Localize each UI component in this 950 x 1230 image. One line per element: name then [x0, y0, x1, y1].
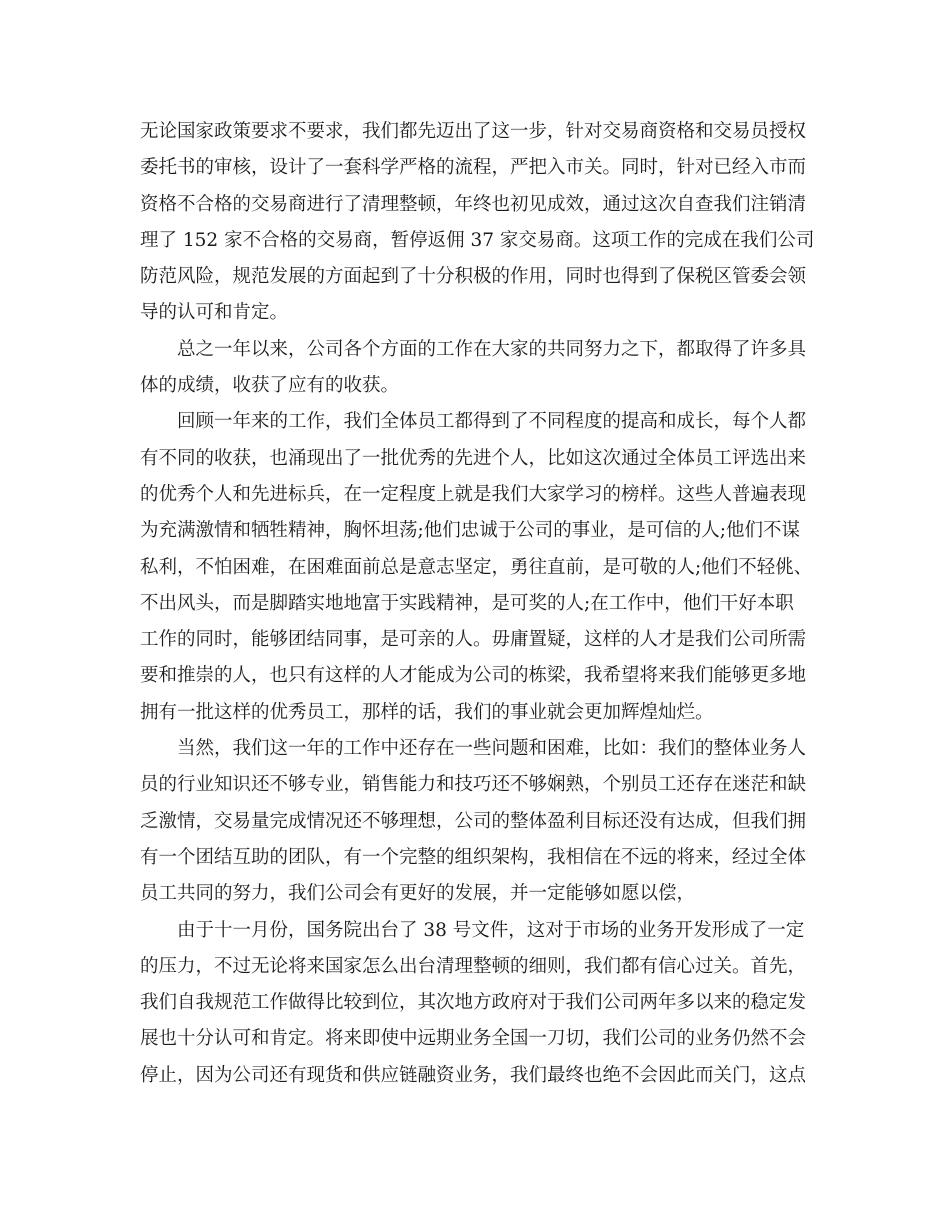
text-line: 员工共同的努力，我们公司会有更好的发展，并一定能够如愿以偿， [140, 883, 696, 905]
text-line: 乏激情，交易量完成情况还不够理想，公司的整体盈利目标还没有达成，但我们拥 [140, 810, 807, 832]
text-line: 理了 152 家不合格的交易商，暂停返佣 37 家交易商。这项工作的完成在我们公司 [140, 229, 815, 251]
text-line: 有一个团结互助的团队，有一个完整的组织架构，我相信在不远的将来，经过全体 [140, 846, 807, 868]
text-line: 私利，不怕困难，在困难面前总是意志坚定，勇往直前，是可敬的人;他们不轻佻、 [140, 556, 813, 578]
text-line: 体的成绩，收获了应有的收获。 [140, 375, 400, 397]
text-line: 无论国家政策要求不要求，我们都先迈出了这一步，针对交易商资格和交易员授权 [140, 121, 807, 142]
text-line: 委托书的审核，设计了一套科学严格的流程，严把入市关。同时，针对已经入市而 [140, 157, 807, 179]
text-line: 的压力，不过无论将来国家怎么出台清理整顿的细则，我们都有信心过关。首先， [140, 955, 807, 977]
text-line: 有不同的收获，也涌现出了一批优秀的先进个人，比如这次通过全体员工评选出来 [140, 447, 807, 469]
text-line: 资格不合格的交易商进行了清理整顿，年终也初见成效，通过这次自查我们注销清 [140, 193, 807, 215]
text-line: 展也十分认可和肯定。将来即使中远期业务全国一刀切，我们公司的业务仍然不会 [140, 1028, 807, 1050]
text-line: 要和推崇的人，也只有这样的人才能成为公司的栋梁，我希望将来我们能够更多地 [140, 665, 807, 687]
text-line: 为充满激情和牺牲精神，胸怀坦荡;他们忠诚于公司的事业，是可信的人;他们不谋 [140, 520, 800, 542]
paragraph-first-line: 总之一年以来，公司各个方面的工作在大家的共同努力之下，都取得了许多具 [177, 338, 807, 360]
text-line: 我们自我规范工作做得比较到位，其次地方政府对于我们公司两年多以来的稳定发 [140, 992, 807, 1014]
text-line: 的优秀个人和先进标兵，在一定程度上就是我们大家学习的榜样。这些人普遍表现 [140, 483, 807, 505]
text-line: 不出风头，而是脚踏实地地富于实践精神，是可奖的人;在工作中，他们干好本职 [140, 592, 794, 614]
paragraph-first-line: 由于十一月份，国务院出台了 38 号文件，这对于市场的业务开发形成了一定 [177, 919, 805, 941]
text-line: 导的认可和肯定。 [140, 302, 289, 324]
text-line: 工作的同时，能够团结同事，是可亲的人。毋庸置疑，这样的人才是我们公司所需 [140, 629, 807, 651]
body-text [140, 114, 820, 1094]
paragraph-first-line: 回顾一年来的工作，我们全体员工都得到了不同程度的提高和成长，每个人都 [177, 411, 807, 433]
paragraph-first-line: 当然，我们这一年的工作中还存在一些问题和困难，比如：我们的整体业务人 [177, 738, 807, 760]
text-line: 停止，因为公司还有现货和供应链融资业务，我们最终也绝不会因此而关门，这点 [140, 1064, 807, 1086]
text-line: 拥有一批这样的优秀员工，那样的话，我们的事业就会更加辉煌灿烂。 [140, 701, 714, 723]
text-line: 员的行业知识还不够专业，销售能力和技巧还不够娴熟，个别员工还存在迷茫和缺 [140, 774, 807, 796]
text-line: 防范风险，规范发展的方面起到了十分积极的作用，同时也得到了保税区管委会领 [140, 266, 807, 288]
